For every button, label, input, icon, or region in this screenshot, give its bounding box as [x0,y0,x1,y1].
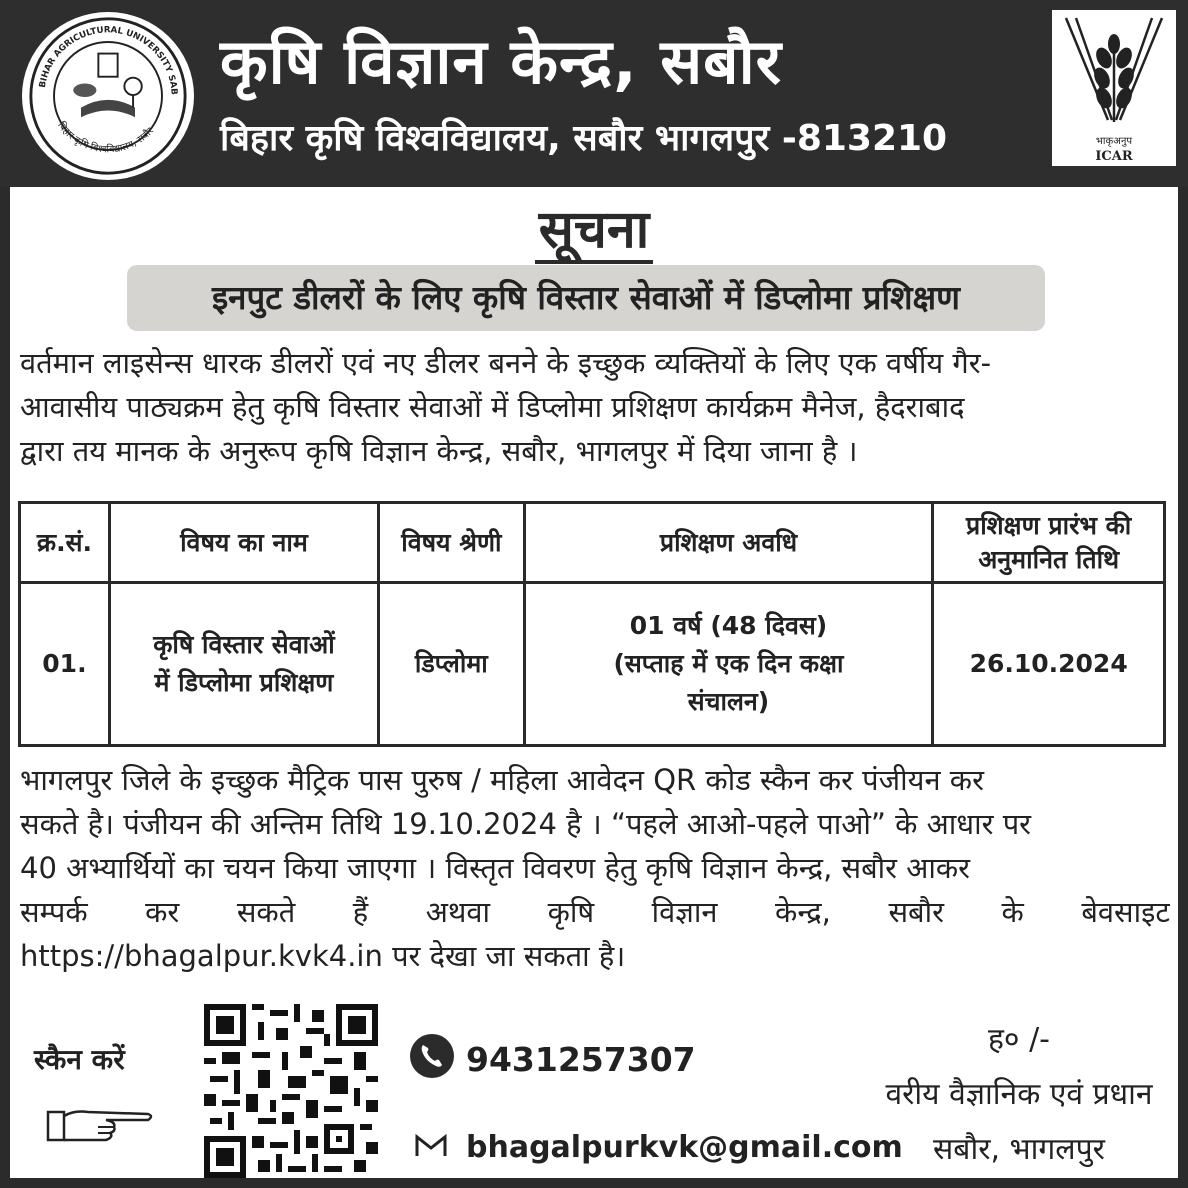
svg-text:भाकृअनुप: भाकृअनुप [1095,136,1133,147]
col-header-subject: विषय का नाम [109,503,378,583]
training-banner: इनपुट डीलरों के लिए कृषि विस्तार सेवाओं में डिप्लोमा प्रशिक्षण [127,265,1045,331]
icar-logo [1052,10,1176,166]
svg-text:BIHAR AGRICULTURAL UNIVERSITY: BIHAR AGRICULTURAL UNIVERSITY SAB [37,25,179,96]
registration-qr-code[interactable] [202,1004,380,1178]
cell-start-date: 26.10.2024 [933,583,1165,746]
details-line: सम्पर्क कर सकते हैं अथवा कृषि विज्ञान केन्द्र, सबौर के बेवसाइट [20,895,1170,929]
signatory-location: सबौर, भागलपुर [933,1132,1105,1167]
header-banner [0,0,1188,187]
svg-text:ICAR: ICAR [1095,149,1133,164]
details-line: 40 अभ्यार्थियों का चयन किया जाएगा । विस्तृत विवरण हेतु कृषि विज्ञान केन्द्र, सबौर आकर [20,851,971,885]
details-line: https://bhagalpur.kvk4.in पर देखा जा सकता है। [20,939,626,973]
training-table [18,501,1166,747]
cell-sno: 01. [20,583,110,746]
cell-duration-line: संचालन) [687,687,770,716]
cell-subject-line: कृषि विस्तार सेवाओं [153,630,335,659]
cell-duration [524,583,933,746]
cell-duration-line: 01 वर्ष (48 दिवस) [629,611,828,640]
university-address: बिहार कृषि विश्वविद्यालय, सबौर भागलपुर -813210 [220,118,948,159]
details-paragraph [20,758,1170,978]
contact-phone[interactable]: 9431257307 [466,1040,696,1079]
phone-icon [408,1032,456,1080]
details-line: सकते है। पंजीयन की अन्तिम तिथि 19.10.2024 है । “पहले आओ-पहले पाओ” के आधार पर [20,807,1032,841]
cell-duration-line: (सप्ताह में एक दिन कक्षा [613,649,844,678]
intro-line: आवासीय पाठ्यक्रम हेतु कृषि विस्तार सेवाओं में डिप्लोमा प्रशिक्षण कार्यक्रम मैनेज, हैदराबाद [20,390,965,424]
col-header-category: विषय श्रेणी [379,503,525,583]
intro-line: द्वारा तय मानक के अनुरूप कृषि विज्ञान केन्द्र, सबौर, भागलपुर में दिया जाना है । [20,434,858,468]
contact-email[interactable]: bhagalpurkvk@gmail.com [466,1130,903,1165]
scan-label: स्कैन करें [34,1043,125,1076]
notice-heading-text: सूचना [535,200,654,264]
notice-heading [0,192,1188,263]
pointing-hand-icon [44,1100,156,1148]
svg-text:बिहार कृषि विश्वविद्यालय, सबौर: बिहार कृषि विश्वविद्यालय, सबौर [55,120,156,156]
cell-category: डिप्लोमा [379,583,525,746]
col-header-start-date: प्रशिक्षण प्रारंभ की अनुमानित तिथि [933,503,1165,583]
signature-mark: ह० /- [988,1022,1050,1057]
col-header-duration: प्रशिक्षण अवधि [524,503,933,583]
center-title: कृषि विज्ञान केन्द्र, सबौर [220,25,782,98]
table-header-row [20,503,1165,583]
university-seal-logo [22,12,194,180]
table-row [20,583,1165,746]
signature-block [860,1012,1178,1177]
col-header-sno: क्र.सं. [20,503,110,583]
details-line: भागलपुर जिले के इच्छुक मैट्रिक पास पुरुष / महिला आवेदन QR कोड स्कैन कर पंजीयन कर [20,763,984,797]
mail-icon [414,1132,448,1160]
cell-subject-line: में डिप्लोमा प्रशिक्षण [154,668,334,697]
signatory-designation: वरीय वैज्ञानिक एवं प्रधान [885,1077,1153,1112]
intro-line: वर्तमान लाइसेन्स धारक डीलरों एवं नए डीलर बनने के इच्छुक व्यक्तियों के लिए एक वर्षीय गैर- [20,346,992,380]
intro-paragraph [20,341,1170,473]
cell-subject [109,583,378,746]
